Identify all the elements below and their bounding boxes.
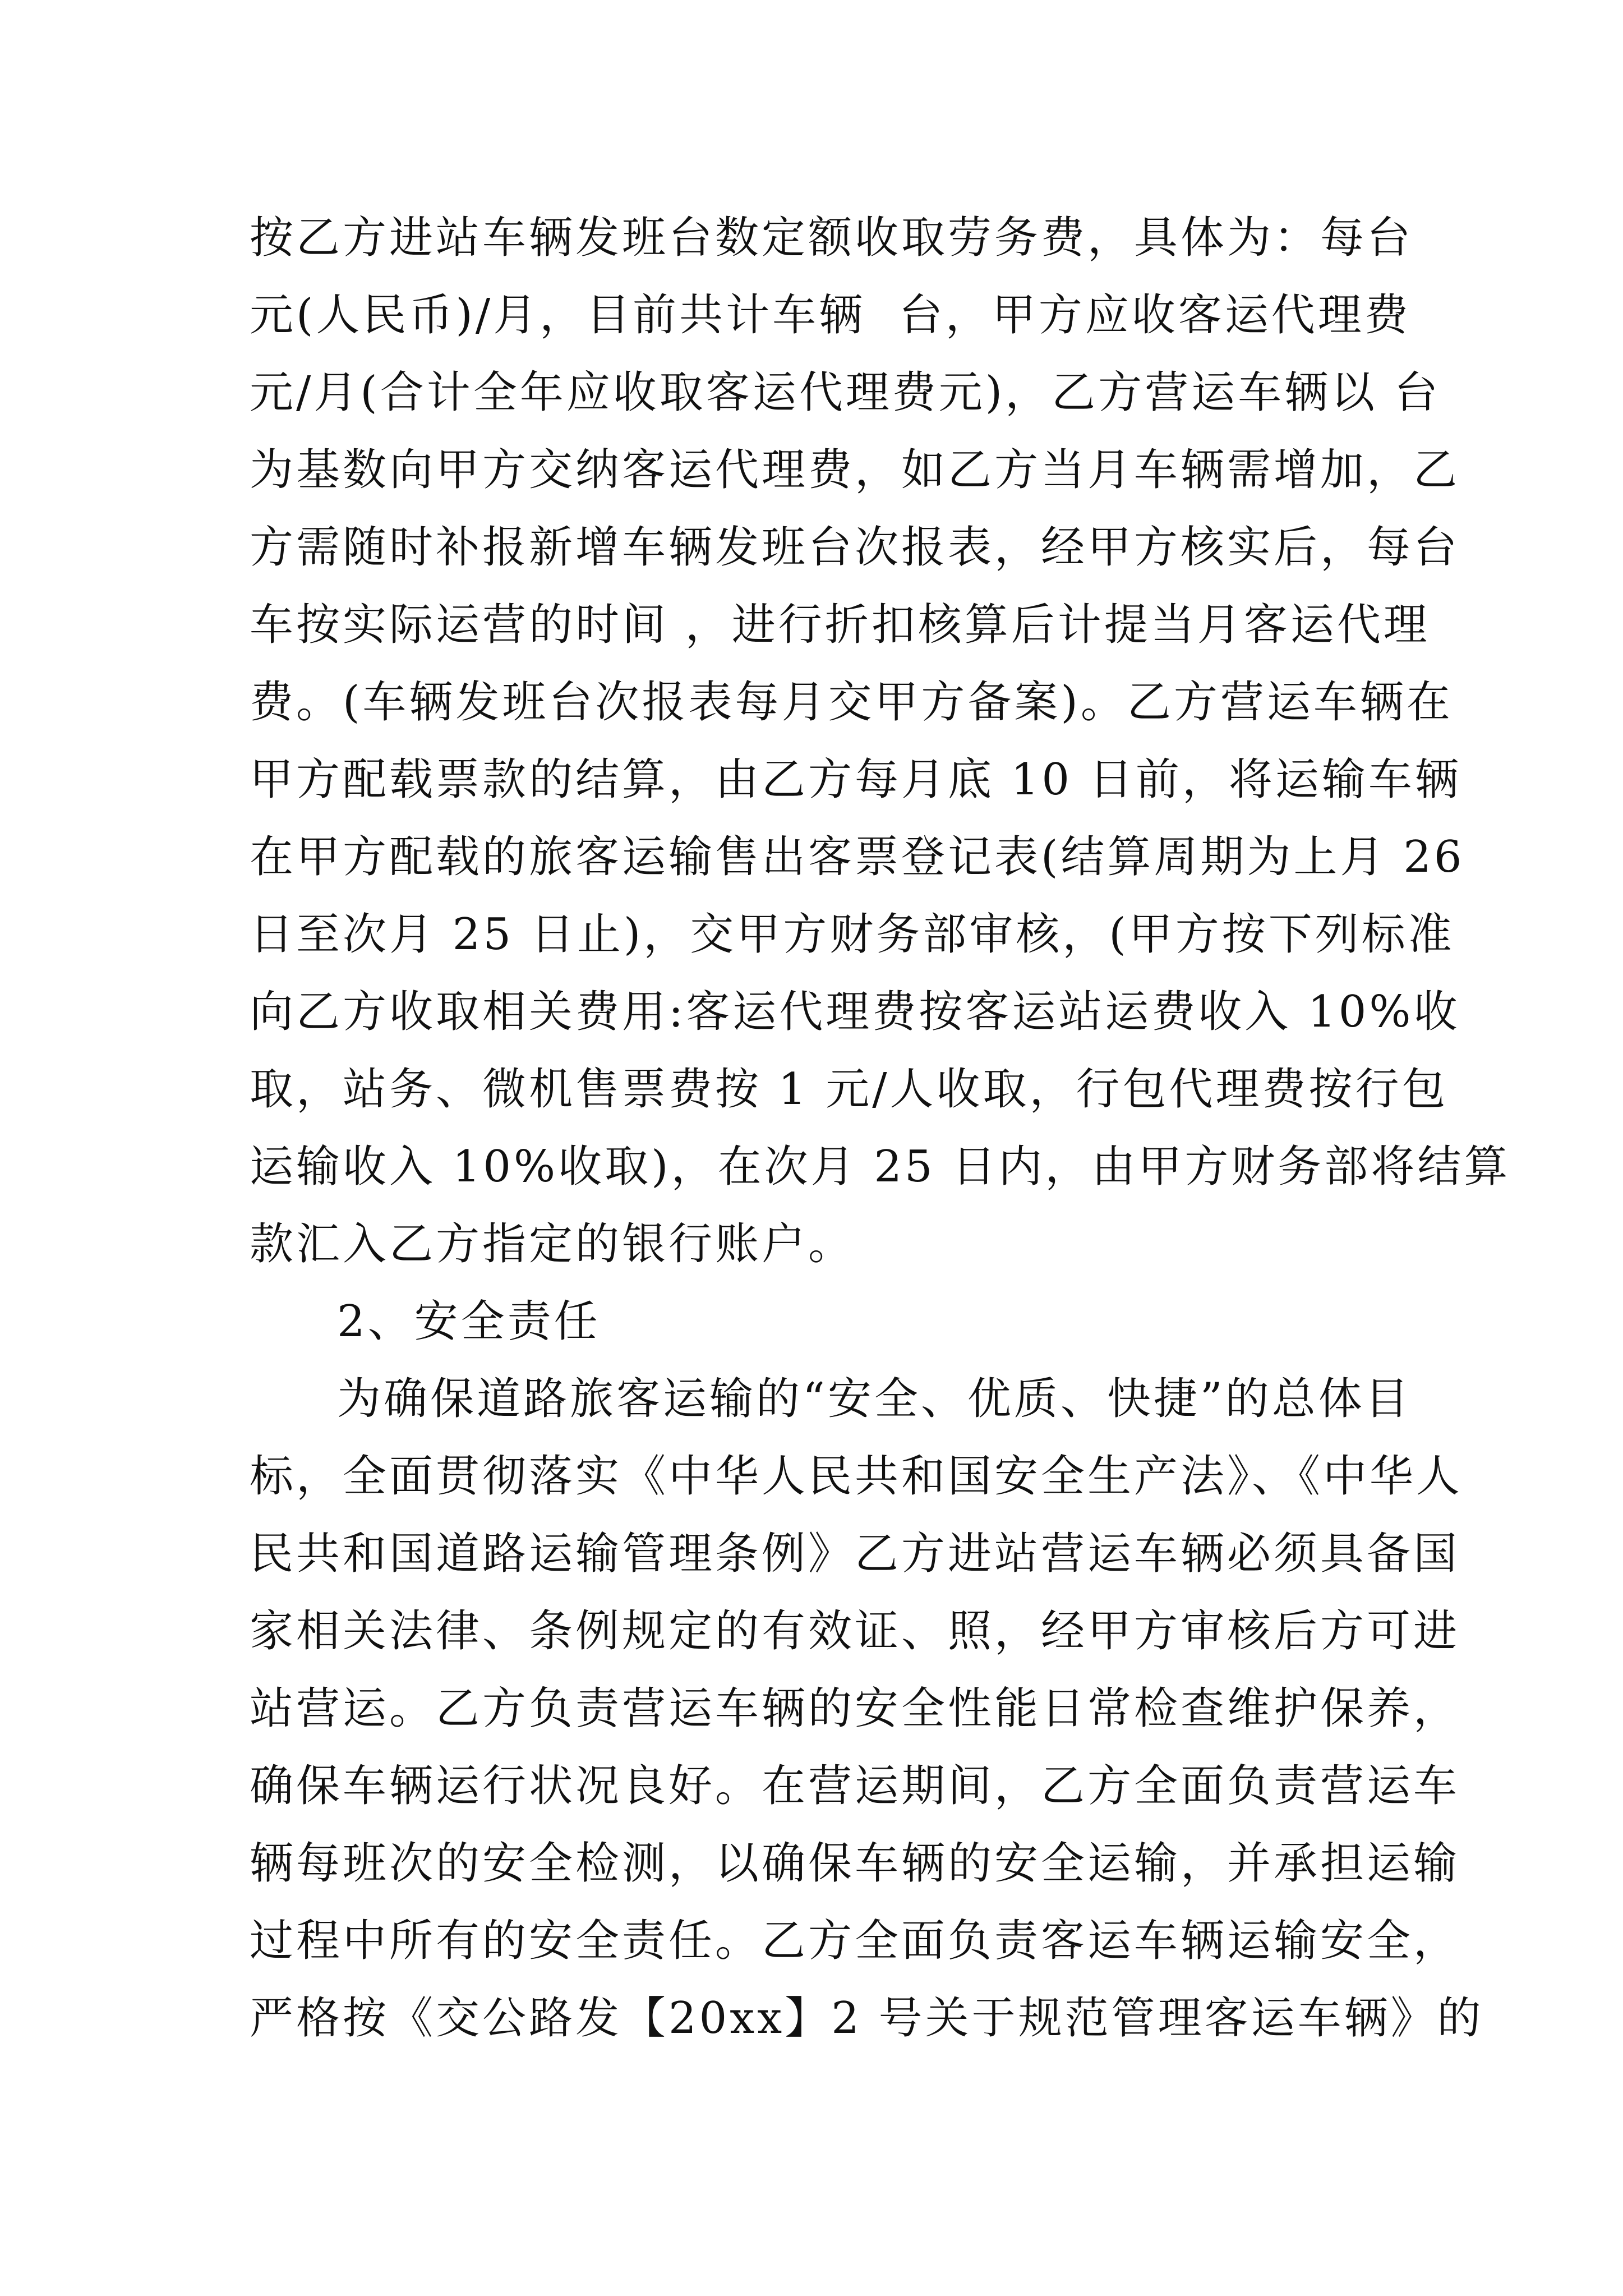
- text-line: 站营运。乙方负责营运车辆的安全性能日常检查维护保养，: [250, 1683, 1460, 1734]
- text-line: 向乙方收取相关费用:客运代理费按客运站运费收入 10%收: [250, 987, 1460, 1037]
- text-line: 过程中所有的安全责任。乙方全面负责客运车辆运输安全，: [250, 1916, 1460, 1966]
- text-line: 家相关法律、条例规定的有效证、照，经甲方审核后方可进: [250, 1606, 1460, 1657]
- text-line: 元/月(合计全年应收取客运代理费元)，乙方营运车辆以 台: [250, 367, 1441, 418]
- text-line: 款汇入乙方指定的银行账户。: [250, 1219, 855, 1269]
- text-line: 严格按《交公路发【20xx】2 号关于规范管理客运车辆》的: [250, 1993, 1484, 2044]
- text-line: 在甲方配载的旅客运输售出客票登记表(结算周期为上月 26: [250, 832, 1465, 882]
- text-line: 元(人民币)/月，目前共计车辆 台，甲方应收客运代理费: [250, 290, 1411, 341]
- text-line: 标，全面贯彻落实《中华人民共和国安全生产法》、《中华人: [250, 1451, 1463, 1502]
- text-line: 日至次月 25 日止)，交甲方财务部审核，(甲方按下列标准: [250, 909, 1455, 960]
- text-line: 确保车辆运行状况良好。在营运期间，乙方全面负责营运车: [250, 1761, 1460, 1811]
- text-line: 为基数向甲方交纳客运代理费，如乙方当月车辆需增加，乙: [250, 445, 1460, 495]
- text-line: 方需随时补报新增车辆发班台次报表，经甲方核实后，每台: [250, 522, 1460, 573]
- text-line: 费。(车辆发班台次报表每月交甲方备案)。乙方营运车辆在: [250, 677, 1453, 728]
- section-heading: 2、安全责任: [337, 1296, 601, 1347]
- document-body: [250, 199, 1511, 2057]
- text-line: 取，站务、微机售票费按 1 元/人收取，行包代理费按行包: [250, 1064, 1449, 1115]
- text-line: 辆每班次的安全检测，以确保车辆的安全运输，并承担运输: [250, 1838, 1460, 1889]
- text-line: 民共和国道路运输管理条例》乙方进站营运车辆必须具备国: [250, 1529, 1460, 1579]
- text-line: 甲方配载票款的结算，由乙方每月底 10 日前，将运输车辆: [250, 754, 1461, 805]
- text-line: 按乙方进站车辆发班台数定额收取劳务费，具体为：每台: [250, 213, 1414, 263]
- text-line: 为确保道路旅客运输的“安全、优质、快捷”的总体目: [337, 1374, 1412, 1424]
- text-line: 车按实际运营的时间 ，进行折扣核算后计提当月客运代理: [250, 600, 1430, 650]
- text-line: 运输收入 10%收取)，在次月 25 日内，由甲方财务部将结算: [250, 1142, 1511, 1192]
